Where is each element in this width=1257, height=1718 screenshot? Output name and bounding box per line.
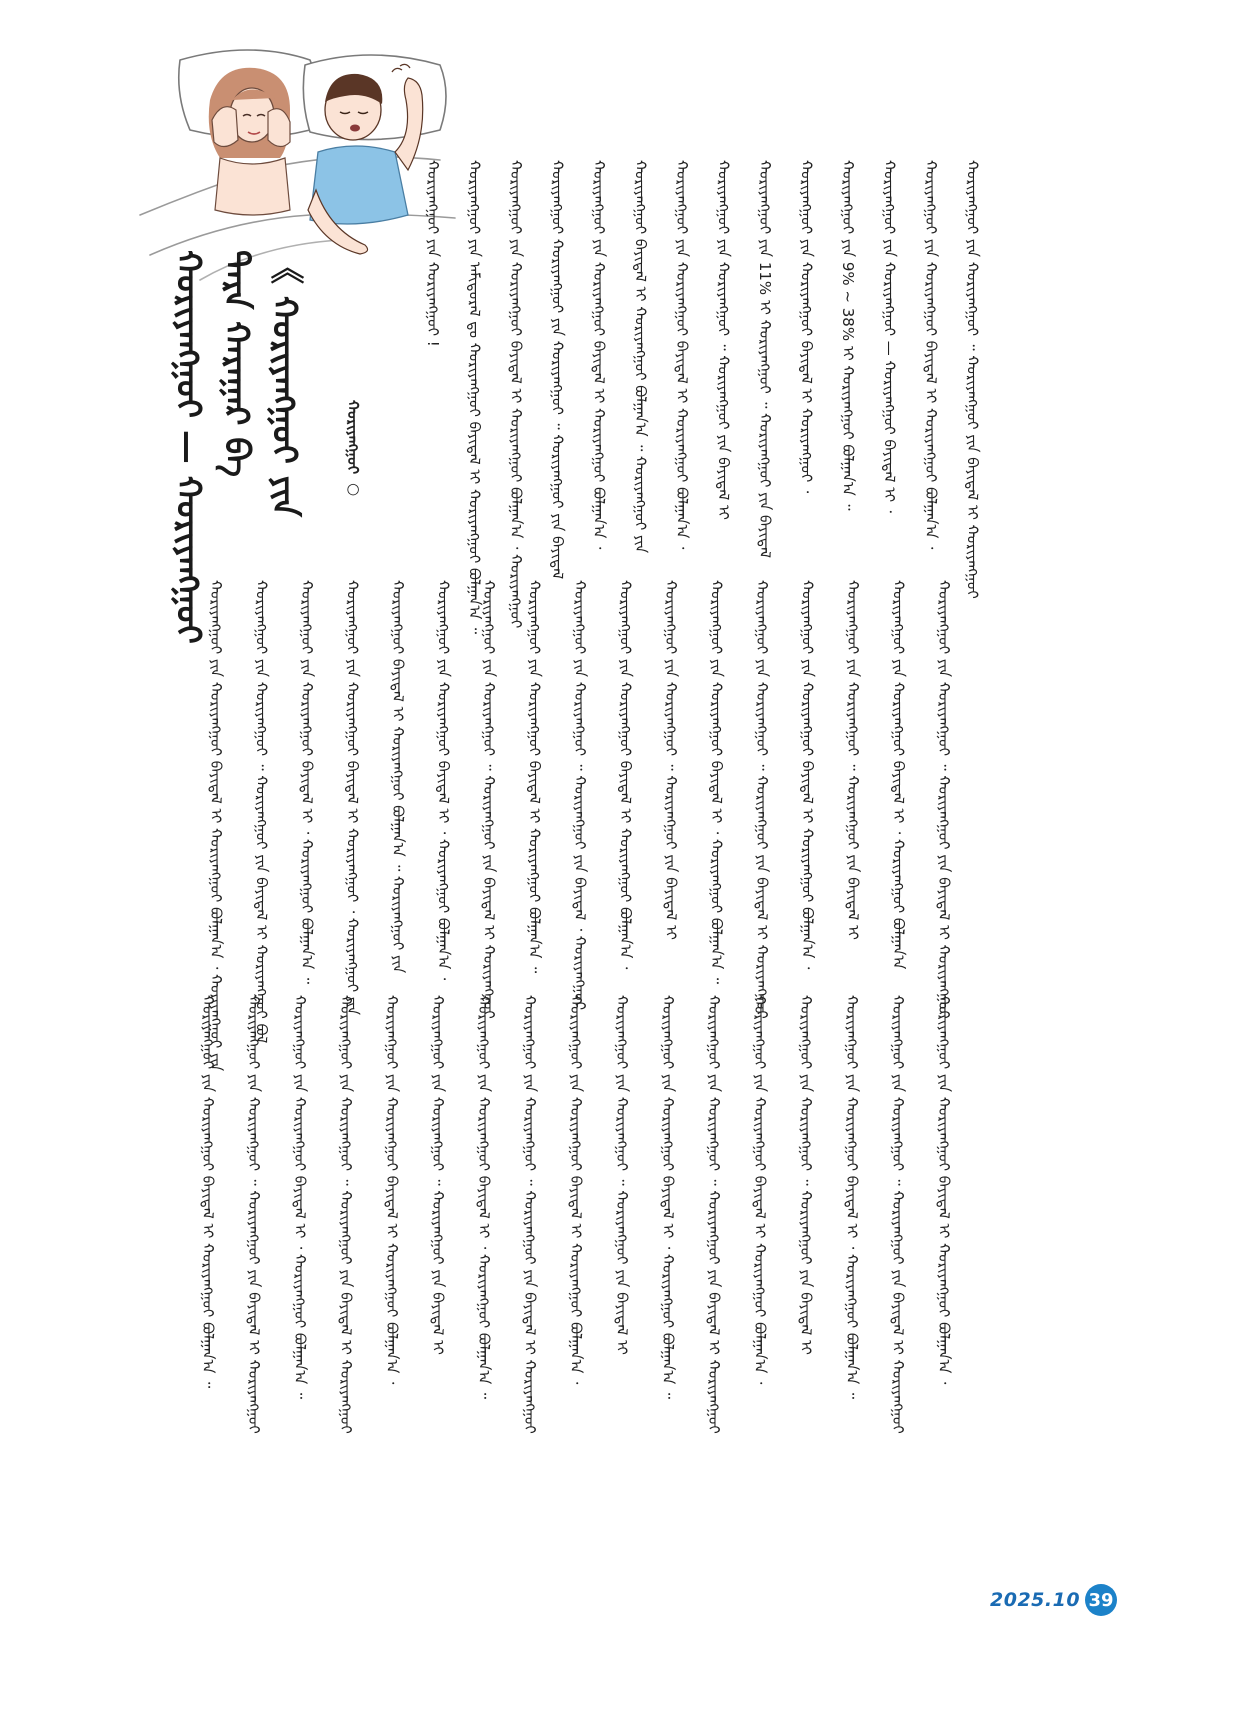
article-title-line-3: 《 ᠬᠤᠷᠢᠶᠠᠩᠭᠤᠢ ᠶᠢᠨ	[264, 250, 304, 517]
middle-text-column: ᠬᠤᠷᠢᠶᠠᠩᠭᠤᠢ ᠶᠢᠨ ᠬᠤᠷᠢᠶᠠᠩᠭᠤᠢ ᠪᠠᠶᠢᠳᠠᠯ ᠢ ᠬᠤᠷᠢᠶᠠᠩᠭᠤᠢ ᠂ ᠬᠤᠷᠢᠶᠠᠩᠭᠤᠢ ᠶᠢᠨ	[343, 580, 362, 1015]
article-title-line-2: ᠲᠡᠷᠡ ᠬᠠᠷᠠᠭᠠᠷ ᠪᠠ	[216, 250, 256, 478]
middle-text-column: ᠬᠤᠷᠢᠶᠠᠩᠭᠤᠢ ᠶᠢᠨ ᠬᠤᠷᠢᠶᠠᠩᠭᠤᠢ ᠃ ᠬᠤᠷᠢᠶᠠᠩᠭᠤᠢ ᠶᠢᠨ ᠪᠠᠶᠢᠳᠠᠯ ᠢ ᠬᠤᠷᠢᠶᠠᠩᠭᠤᠢ	[753, 580, 771, 1019]
middle-text-column: ᠬᠤᠷᠢᠶᠠᠩᠭᠤᠢ ᠶᠢᠨ ᠬᠤᠷᠢᠶᠠᠩᠭᠤᠢ ᠪᠠᠶᠢᠳᠠᠯ ᠢ ᠬᠤᠷᠢᠶᠠᠩᠭᠤᠢ ᠪᠣᠯᠭᠠᠨ᠎ᠠ ᠂ ᠬᠤᠷᠢᠶᠠᠩᠭᠤᠢ ᠶᠢᠨ	[207, 580, 225, 1072]
page-footer	[990, 1580, 1130, 1620]
middle-text-column: ᠬᠤᠷᠢᠶᠠᠩᠭᠤᠢ ᠶᠢᠨ ᠬᠤᠷᠢᠶᠠᠩᠭᠤᠢ ᠪᠠᠶᠢᠳᠠᠯ ᠢ ᠂ ᠬᠤᠷᠢᠶᠠᠩᠭᠤᠢ ᠪᠣᠯᠭᠠᠨ᠎ᠠ	[889, 580, 908, 970]
upper-text-column: ᠬᠤᠷᠢᠶᠠᠩᠭᠤᠢ ᠶᠢᠨ 9% ~ 38% ᠢ ᠬᠤᠷᠢᠶᠠᠩᠭᠤᠢ ᠪᠣᠯᠭᠠᠨ᠎ᠠ ᠃	[839, 160, 857, 511]
lower-text-column: ᠬᠤᠷᠢᠶᠠᠩᠭᠤᠢ ᠶᠢᠨ ᠬᠤᠷᠢᠶᠠᠩᠭᠤᠢ ᠪᠠᠶᠢᠳᠠᠯ ᠢ ᠂ ᠬᠤᠷᠢᠶᠠᠩᠭᠤᠢ ᠪᠣᠯᠭᠠᠨ᠎ᠠ ᠃	[659, 995, 677, 1399]
lower-text-column: ᠬᠤᠷᠢᠶᠠᠩᠭᠤᠢ ᠶᠢᠨ ᠬᠤᠷᠢᠶᠠᠩᠭᠤᠢ ᠪᠠᠶᠢᠳᠠᠯ ᠢ ᠬᠤᠷᠢᠶᠠᠩᠭᠤᠢ ᠪᠣᠯᠭᠠᠨ᠎ᠠ ᠂	[383, 995, 401, 1385]
upper-text-column: ᠬᠤᠷᠢᠶᠠᠩᠭᠤᠢ ᠶᠢᠨ ᠬᠤᠷᠢᠶᠠᠩᠭᠤᠢ ᠪᠠᠶᠢᠳᠠᠯ ᠢ ᠬᠤᠷᠢᠶᠠᠩᠭᠤᠢ ᠪᠣᠯᠭᠠᠨ᠎ᠠ ᠂	[673, 160, 691, 550]
lower-text-column: ᠬᠤᠷᠢᠶᠠᠩᠭᠤᠢ ᠶᠢᠨ ᠬᠤᠷᠢᠶᠠᠩᠭᠤᠢ ᠃ ᠬᠤᠷᠢᠶᠠᠩᠭᠤᠢ ᠶᠢᠨ ᠪᠠᠶᠢᠳᠠᠯ ᠢ ᠬᠤᠷᠢᠶᠠᠩᠭᠤᠢ	[521, 995, 539, 1434]
article-title-line-1: ᠬᠤᠷᠢᠶᠠᠩᠭᠤᠢ — ᠬᠤᠷᠢᠶᠠᠩᠭᠤᠢ	[168, 250, 208, 644]
issue-number: 2025.10	[990, 1589, 1081, 1611]
upper-text-column: ᠬᠤᠷᠢᠶᠠᠩᠭᠤᠢ ᠶᠢᠨ ᠬᠤᠷᠢᠶᠠᠩᠭᠤᠢ !	[424, 160, 442, 347]
lower-text-column: ᠬᠤᠷᠢᠶᠠᠩᠭᠤᠢ ᠶᠢᠨ ᠬᠤᠷᠢᠶᠠᠩᠭᠤᠢ ᠪᠠᠶᠢᠳᠠᠯ ᠢ ᠬᠤᠷᠢᠶᠠᠩᠭᠤᠢ ᠪᠣᠯᠭᠠᠨ᠎ᠠ ᠃	[199, 995, 217, 1389]
page-number-badge: 39	[1085, 1584, 1117, 1616]
upper-text-column: ᠬᠤᠷᠢᠶᠠᠩᠭᠤᠢ ᠶᠢᠨ ᠬᠤᠷᠢᠶᠠᠩᠭᠤᠢ ᠪᠠᠶᠢᠳᠠᠯ ᠢ ᠬᠤᠷᠢᠶᠠᠩᠭᠤᠢ ᠪᠣᠯᠭᠠᠨ᠎ᠠ ᠂	[590, 160, 608, 550]
middle-text-column: ᠬᠤᠷᠢᠶᠠᠩᠭᠤᠢ ᠶᠢᠨ ᠬᠤᠷᠢᠶᠠᠩᠭᠤᠢ ᠪᠠᠶᠢᠳᠠᠯ ᠢ ᠬᠤᠷᠢᠶᠠᠩᠭᠤᠢ ᠪᠣᠯᠭᠠᠨ᠎ᠠ ᠂	[798, 580, 817, 970]
lower-text-column: ᠬᠤᠷᠢᠶᠠᠩᠭᠤᠢ ᠶᠢᠨ ᠬᠤᠷᠢᠶᠠᠩᠭᠤᠢ ᠃ ᠬᠤᠷᠢᠶᠠᠩᠭᠤᠢ ᠶᠢᠨ ᠪᠠᠶᠢᠳᠠᠯ ᠢ ᠬᠤᠷᠢᠶᠠᠩᠭᠤᠢ	[245, 995, 263, 1434]
middle-text-column: ᠬᠤᠷᠢᠶᠠᠩᠭᠤᠢ ᠶᠢᠨ ᠬᠤᠷᠢᠶᠠᠩᠭᠤᠢ ᠪᠠᠶᠢᠳᠠᠯ ᠢ ᠂ ᠬᠤᠷᠢᠶᠠᠩᠭᠤᠢ ᠪᠣᠯᠭᠠᠨ᠎ᠠ ᠃	[298, 580, 316, 984]
middle-text-column: ᠬᠤᠷᠢᠶᠠᠩᠭᠤᠢ ᠶᠢᠨ ᠬᠤᠷᠢᠶᠠᠩᠭᠤᠢ ᠪᠠᠶᠢᠳᠠᠯ ᠢ ᠬᠤᠷᠢᠶᠠᠩᠭᠤᠢ ᠪᠣᠯᠭᠠᠨ᠎ᠠ ᠃	[525, 580, 544, 974]
middle-text-column: ᠬᠤᠷᠢᠶᠠᠩᠭᠤᠢ ᠶᠢᠨ ᠬᠤᠷᠢᠶᠠᠩᠭᠤᠢ ᠪᠠᠶᠢᠳᠠᠯ ᠢ ᠬᠤᠷᠢᠶᠠᠩᠭᠤᠢ ᠪᠣᠯᠭᠠᠨ᠎ᠠ ᠂	[616, 580, 635, 970]
lower-text-column: ᠬᠤᠷᠢᠶᠠᠩᠭᠤᠢ ᠶᠢᠨ ᠬᠤᠷᠢᠶᠠᠩᠭᠤᠢ ᠪᠠᠶᠢᠳᠠᠯ ᠢ ᠂ ᠬᠤᠷᠢᠶᠠᠩᠭᠤᠢ ᠪᠣᠯᠭᠠᠨ᠎ᠠ ᠃	[843, 995, 861, 1399]
middle-text-column: ᠬᠤᠷᠢᠶᠠᠩᠭᠤᠢ ᠶᠢᠨ ᠬᠤᠷᠢᠶᠠᠩᠭᠤᠢ ᠃ ᠬᠤᠷᠢᠶᠠᠩᠭᠤᠢ ᠶᠢᠨ ᠪᠠᠶᠢᠳᠠᠯ ᠢ	[844, 580, 862, 940]
middle-text-column: ᠬᠤᠷᠢᠶᠠᠩᠭᠤᠢ ᠶᠢᠨ ᠬᠤᠷᠢᠶᠠᠩᠭᠤᠢ ᠃ ᠬᠤᠷᠢᠶᠠᠩᠭᠤᠢ ᠶᠢᠨ ᠪᠠᠶᠢᠳᠠᠯ ᠢ	[662, 580, 680, 940]
lower-text-column: ᠬᠤᠷᠢᠶᠠᠩᠭᠤᠢ ᠶᠢᠨ ᠬᠤᠷᠢᠶᠠᠩᠭᠤᠢ ᠪᠠᠶᠢᠳᠠᠯ ᠢ ᠬᠤᠷᠢᠶᠠᠩᠭᠤᠢ ᠪᠣᠯᠭᠠᠨ᠎ᠠ ᠂	[567, 995, 585, 1385]
upper-text-column: ᠬᠤᠷᠢᠶᠠᠩᠭᠤᠢ ᠪᠠᠶᠢᠳᠠᠯ ᠢ ᠬᠤᠷᠢᠶᠠᠩᠭᠤᠢ ᠪᠣᠯᠭᠠᠨ᠎ᠠ ᠃ ᠬᠤᠷᠢᠶᠠᠩᠭᠤᠢ ᠶᠢᠨ	[631, 160, 650, 554]
middle-text-column: ᠬᠤᠷᠢᠶᠠᠩᠭᠤᠢ ᠪᠠᠶᠢᠳᠠᠯ ᠢ ᠬᠤᠷᠢᠶᠠᠩᠭᠤᠢ ᠪᠣᠯᠭᠠᠨ᠎ᠠ ᠃ ᠬᠤᠷᠢᠶᠠᠩᠭᠤᠢ ᠶᠢᠨ	[389, 580, 407, 974]
middle-text-column: ᠬᠤᠷᠢᠶᠠᠩᠭᠤᠢ ᠶᠢᠨ ᠬᠤᠷᠢᠶᠠᠩᠭᠤᠢ ᠪᠠᠶᠢᠳᠠᠯ ᠢ ᠂ ᠬᠤᠷᠢᠶᠠᠩᠭᠤᠢ ᠪᠣᠯᠭᠠᠨ᠎ᠠ ᠂	[434, 580, 453, 981]
upper-text-column: ᠬᠤᠷᠢᠶᠠᠩᠭᠤᠢ ᠶᠢᠨ 11% ᠢ ᠬᠤᠷᠢᠶᠠᠩᠭᠤᠢ ᠃ ᠬᠤᠷᠢᠶᠠᠩᠭᠤᠢ ᠶᠢᠨ ᠪᠠᠶᠢᠳᠠᠯ	[756, 160, 774, 558]
upper-text-column: ᠬᠤᠷᠢᠶᠠᠩᠭᠤᠢ ᠶᠢᠨ ᠬᠤᠷᠢᠶᠠᠩᠭᠤᠢ ᠪᠠᠶᠢᠳᠠᠯ ᠢ ᠬᠤᠷᠢᠶᠠᠩᠭᠤᠢ ᠪᠣᠯᠭᠠᠨ᠎ᠠ ᠂	[922, 160, 940, 550]
lower-text-column: ᠬᠤᠷᠢᠶᠠᠩᠭᠤᠢ ᠶᠢᠨ ᠬᠤᠷᠢᠶᠠᠩᠭᠤᠢ ᠃ ᠬᠤᠷᠢᠶᠠᠩᠭᠤᠢ ᠶᠢᠨ ᠪᠠᠶᠢᠳᠠᠯ ᠢ ᠬᠤᠷᠢᠶᠠᠩᠭᠤᠢ	[337, 995, 355, 1434]
upper-text-column: ᠬᠤᠷᠢᠶᠠᠩᠭᠤᠢ ᠶᠢᠨ ᠬᠤᠷᠢᠶᠠᠩᠭᠤᠢ — ᠬᠤᠷᠢᠶᠠᠩᠭᠤᠢ ᠪᠠᠶᠢᠳᠠᠯ ᠢ ᠂	[880, 160, 899, 513]
article-author: ᠬᠤᠷᠢᠶᠠᠩᠭᠤᠢ ○	[344, 400, 362, 498]
lower-text-column: ᠬᠤᠷᠢᠶᠠᠩᠭᠤᠢ ᠶᠢᠨ ᠬᠤᠷᠢᠶᠠᠩᠭᠤᠢ ᠃ ᠬᠤᠷᠢᠶᠠᠩᠭᠤᠢ ᠶᠢᠨ ᠪᠠᠶᠢᠳᠠᠯ ᠢ	[613, 995, 631, 1355]
upper-text-column: ᠬᠤᠷᠢᠶᠠᠩᠭᠤᠢ ᠶᠢᠨ ᠬᠤᠷᠢᠶᠠᠩᠭᠤᠢ ᠪᠠᠶᠢᠳᠠᠯ ᠢ ᠬᠤᠷᠢᠶᠠᠩᠭᠤᠢ ᠪᠣᠯᠭᠠᠨ᠎ᠠ ᠂ ᠬᠤᠷᠢᠶᠠᠩᠭᠤᠢ	[507, 160, 525, 629]
lower-text-column: ᠬᠤᠷᠢᠶᠠᠩᠭᠤᠢ ᠶᠢᠨ ᠬᠤᠷᠢᠶᠠᠩᠭᠤᠢ ᠃ ᠬᠤᠷᠢᠶᠠᠩᠭᠤᠢ ᠶᠢᠨ ᠪᠠᠶᠢᠳᠠᠯ ᠢ ᠬᠤᠷᠢᠶᠠᠩᠭᠤᠢ	[705, 995, 723, 1434]
woman-figure	[209, 68, 290, 215]
upper-text-column: ᠬᠤᠷᠢᠶᠠᠩᠭᠤᠢ ᠶᠢᠨ ᠬᠤᠷᠢᠶᠠᠩᠭᠤᠢ ᠃ ᠬᠤᠷᠢᠶᠠᠩᠭᠤᠢ ᠶᠢᠨ ᠪᠠᠶᠢᠳᠠᠯ ᠢ	[714, 160, 733, 520]
lower-text-column: ᠬᠤᠷᠢᠶᠠᠩᠭᠤᠢ ᠶᠢᠨ ᠬᠤᠷᠢᠶᠠᠩᠭᠤᠢ ᠪᠠᠶᠢᠳᠠᠯ ᠢ ᠂ ᠬᠤᠷᠢᠶᠠᠩᠭᠤᠢ ᠪᠣᠯᠭᠠᠨ᠎ᠠ ᠃	[291, 995, 309, 1399]
middle-text-column: ᠬᠤᠷᠢᠶᠠᠩᠭᠤᠢ ᠶᠢᠨ ᠬᠤᠷᠢᠶᠠᠩᠭᠤᠢ ᠃ ᠬᠤᠷᠢᠶᠠᠩᠭᠤᠢ ᠶᠢᠨ ᠪᠠᠶᠢᠳᠠᠯ ᠢ ᠬᠤᠷᠢᠶᠠᠩᠭᠤᠢ	[935, 580, 953, 1019]
lower-text-column: ᠬᠤᠷᠢᠶᠠᠩᠭᠤᠢ ᠶᠢᠨ ᠬᠤᠷᠢᠶᠠᠩᠭᠤᠢ ᠪᠠᠶᠢᠳᠠᠯ ᠢ ᠬᠤᠷᠢᠶᠠᠩᠭᠤᠢ ᠪᠣᠯᠭᠠᠨ᠎ᠠ ᠂	[935, 995, 953, 1385]
lower-text-column: ᠬᠤᠷᠢᠶᠠᠩᠭᠤᠢ ᠶᠢᠨ ᠬᠤᠷᠢᠶᠠᠩᠭᠤᠢ ᠃ ᠬᠤᠷᠢᠶᠠᠩᠭᠤᠢ ᠶᠢᠨ ᠪᠠᠶᠢᠳᠠᠯ ᠢ	[429, 995, 447, 1355]
lower-text-column: ᠬᠤᠷᠢᠶᠠᠩᠭᠤᠢ ᠶᠢᠨ ᠬᠤᠷᠢᠶᠠᠩᠭᠤᠢ ᠪᠠᠶᠢᠳᠠᠯ ᠢ ᠂ ᠬᠤᠷᠢᠶᠠᠩᠭᠤᠢ ᠪᠣᠯᠭᠠᠨ᠎ᠠ ᠃	[475, 995, 493, 1399]
middle-text-column: ᠬᠤᠷᠢᠶᠠᠩᠭᠤᠢ ᠶᠢᠨ ᠬᠤᠷᠢᠶᠠᠩᠭᠤᠢ ᠃ ᠬᠤᠷᠢᠶᠠᠩᠭᠤᠢ ᠶᠢᠨ ᠪᠠᠶᠢᠳᠠᠯ ᠂ ᠬᠤᠷᠢᠶᠠᠩᠭᠤᠢ	[571, 580, 589, 1010]
middle-text-column: ᠬᠤᠷᠢᠶᠠᠩᠭᠤᠢ ᠶᠢᠨ ᠬᠤᠷᠢᠶᠠᠩᠭᠤᠢ ᠃ ᠬᠤᠷᠢᠶᠠᠩᠭᠤᠢ ᠶᠢᠨ ᠪᠠᠶᠢᠳᠠᠯ ᠢ ᠬᠤᠷᠢᠶᠠᠩᠭᠤᠢ	[480, 580, 498, 1019]
middle-text-column: ᠬᠤᠷᠢᠶᠠᠩᠭᠤᠢ ᠶᠢᠨ ᠬᠤᠷᠢᠶᠠᠩᠭᠤᠢ ᠃ ᠬᠤᠷᠢᠶᠠᠩᠭᠤᠢ ᠶᠢᠨ ᠪᠠᠶᠢᠳᠠᠯ ᠢ ᠬᠤᠷᠢᠶᠠᠩᠭᠤᠢ ᠪᠣᠯ	[252, 580, 271, 1044]
lower-text-column: ᠬᠤᠷᠢᠶᠠᠩᠭᠤᠢ ᠶᠢᠨ ᠬᠤᠷᠢᠶᠠᠩᠭᠤᠢ ᠃ ᠬᠤᠷᠢᠶᠠᠩᠭᠤᠢ ᠶᠢᠨ ᠪᠠᠶᠢᠳᠠᠯ ᠢ	[797, 995, 815, 1355]
lower-text-column: ᠬᠤᠷᠢᠶᠠᠩᠭᠤᠢ ᠶᠢᠨ ᠬᠤᠷᠢᠶᠠᠩᠭᠤᠢ ᠪᠠᠶᠢᠳᠠᠯ ᠢ ᠬᠤᠷᠢᠶᠠᠩᠭᠤᠢ ᠪᠣᠯᠭᠠᠨ᠎ᠠ ᠂	[751, 995, 769, 1385]
snoring-couple-illustration	[140, 40, 460, 280]
upper-text-column: ᠬᠤᠷᠢᠶᠠᠩᠭᠤᠢ ᠶᠢᠨ ᠬᠤᠷᠢᠶᠠᠩᠭᠤᠢ ᠪᠠᠶᠢᠳᠠᠯ ᠢ ᠬᠤᠷᠢᠶᠠᠩᠭᠤᠢ ᠂	[797, 160, 816, 494]
middle-text-column: ᠬᠤᠷᠢᠶᠠᠩᠭᠤᠢ ᠶᠢᠨ ᠬᠤᠷᠢᠶᠠᠩᠭᠤᠢ ᠪᠠᠶᠢᠳᠠᠯ ᠢ ᠂ ᠬᠤᠷᠢᠶᠠᠩᠭᠤᠢ ᠪᠣᠯᠭᠠᠨ᠎ᠠ ᠃	[707, 580, 726, 984]
upper-text-column: ᠬᠤᠷᠢᠶᠠᠩᠭᠤᠢ ᠬᠤᠷᠢᠶᠠᠩᠭᠤᠢ ᠶᠢᠨ ᠬᠤᠷᠢᠶᠠᠩᠭᠤᠢ ᠃ ᠬᠤᠷᠢᠶᠠᠩᠭᠤᠢ ᠶᠢᠨ ᠪᠠᠶᠢᠳᠠᠯ	[548, 160, 567, 580]
upper-text-column: ᠬᠤᠷᠢᠶᠠᠩᠭᠤᠢ ᠶᠢᠨ ᠠᠮᠢᠳᠤᠷᠠᠯ ᠳᠤ ᠬᠤᠷᠢᠶᠠᠩᠭᠤᠢ ᠪᠠᠶᠢᠳᠠᠯ ᠢ ᠬᠤᠷᠢᠶᠠᠩᠭᠤᠢ ᠪᠣᠯᠭᠠᠨ᠎ᠠ ᠃	[465, 160, 484, 635]
lower-text-column: ᠬᠤᠷᠢᠶᠠᠩᠭᠤᠢ ᠶᠢᠨ ᠬᠤᠷᠢᠶᠠᠩᠭᠤᠢ ᠃ ᠬᠤᠷᠢᠶᠠᠩᠭᠤᠢ ᠶᠢᠨ ᠪᠠᠶᠢᠳᠠᠯ ᠢ ᠬᠤᠷᠢᠶᠠᠩᠭᠤᠢ	[889, 995, 907, 1434]
upper-text-column: ᠬᠤᠷᠢᠶᠠᠩᠭᠤᠢ ᠶᠢᠨ ᠬᠤᠷᠢᠶᠠᠩᠭᠤᠢ ᠃ ᠬᠤᠷᠢᠶᠠᠩᠭᠤᠢ ᠶᠢᠨ ᠪᠠᠶᠢᠳᠠᠯ ᠢ ᠬᠤᠷᠢᠶᠠᠩᠭᠤᠢ	[963, 160, 982, 599]
